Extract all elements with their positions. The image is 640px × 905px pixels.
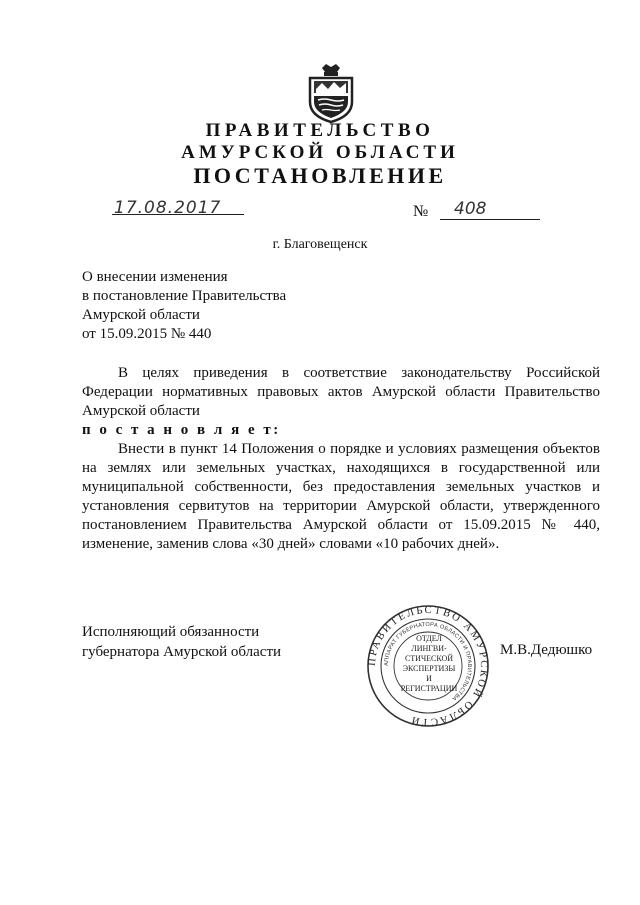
region-title: АМУРСКОЙ ОБЛАСТИ [181, 142, 459, 163]
number-sign: № [413, 203, 429, 220]
document-body [82, 364, 600, 554]
subject-line: в постановление Правительства [82, 288, 287, 304]
stamp-inner-text: АППАРАТ ГУБЕРНАТОРА ОБЛАСТИ И ПРАВИТЕЛЬСТВА [383, 621, 473, 702]
clause-paragraph: Внести в пункт 14 Положения о порядке и условиях размещения объектов на землях или земельных участках, находящихся в государственной или муниципальной собственности, без предоставления земельных участков и установления сервитутов на территории Амурской области, утвержденного постановлением Правительства Амурской области от 15.09.2015 № 440, изменение, заменив слова «30 дней» словами «10 рабочих дней». [82, 441, 600, 552]
stamp-center-line: ЭКСПЕРТИЗЫ И [402, 664, 456, 683]
date-underline [112, 214, 244, 215]
stamp-center-line: ЛИНГВИ- [411, 644, 447, 653]
document-type: ПОСТАНОВЛЕНИЕ [193, 163, 447, 188]
subject-line: О внесении изменения [82, 269, 228, 285]
stamp-outer-text: ПРАВИТЕЛЬСТВО АМУРСКОЙ ОБЛАСТИ [366, 604, 490, 728]
number-underline [440, 219, 540, 220]
stamp-center-text [399, 634, 459, 694]
document-number: 408 [454, 199, 487, 219]
subject-line: Амурской области [82, 307, 200, 323]
signer-position [82, 622, 281, 662]
city-name: г. Благовещенск [272, 237, 368, 252]
decree-word: п о с т а н о в л я е т: [82, 422, 281, 438]
coat-of-arms-icon [306, 62, 356, 124]
position-line: губернатора Амурской области [82, 644, 282, 660]
position-line: Исполняющий обязанности [82, 624, 260, 640]
preamble-paragraph: В целях приведения в соответствие законодательству Российской Федерации нормативных правовых актов Амурской области Правительство Амурской области [82, 365, 600, 419]
subject-line: от 15.09.2015 № 440 [82, 326, 212, 342]
stamp-center-line: СТИЧЕСКОЙ [404, 654, 454, 663]
stamp-center-line: РЕГИСТРАЦИИ [400, 684, 458, 693]
document-date: 17.08.2017 [114, 198, 222, 218]
stamp-center-line: ОТДЕЛ [416, 634, 442, 643]
document-subject [82, 268, 286, 344]
government-title: ПРАВИТЕЛЬСТВО [205, 120, 435, 141]
signer-name: М.В.Дедюшко [500, 642, 593, 658]
